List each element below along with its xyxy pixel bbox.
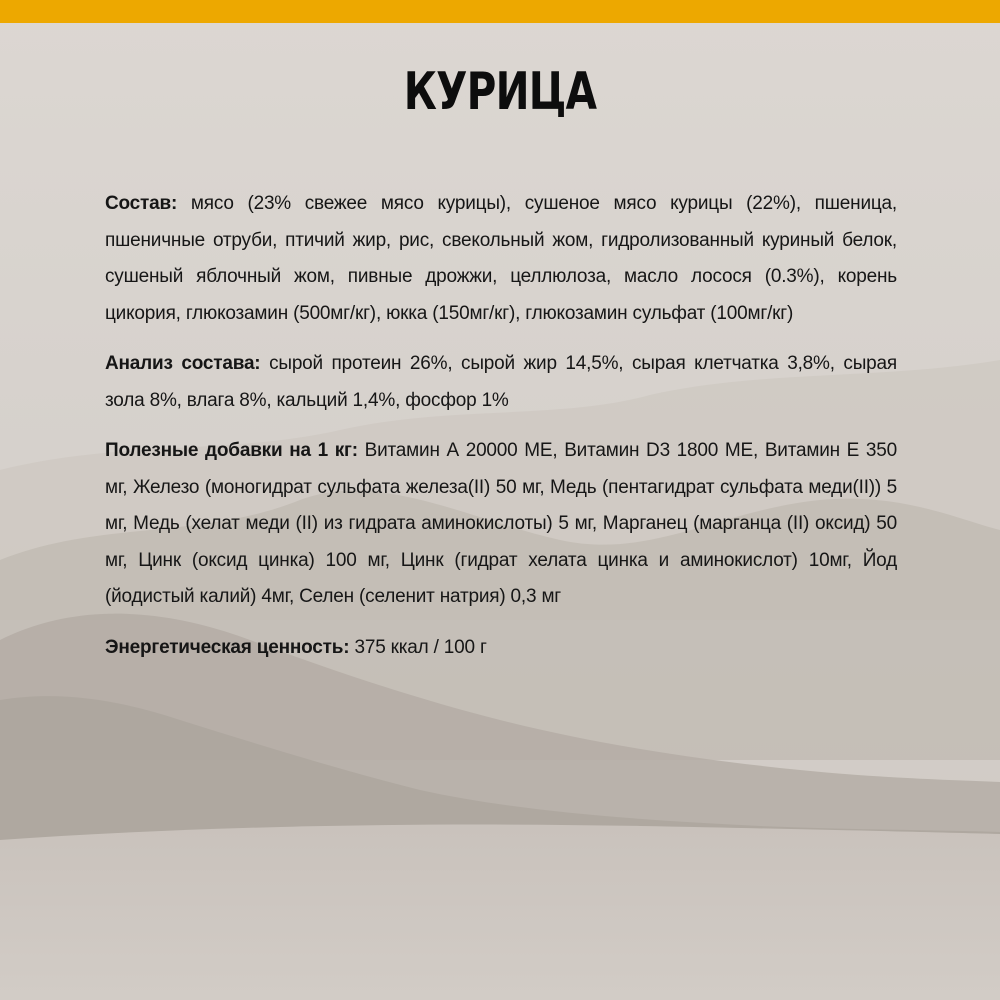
analysis-paragraph <box>105 346 897 419</box>
additives-label: Полезные добавки на 1 кг: <box>105 440 358 461</box>
additives-paragraph <box>105 433 897 616</box>
analysis-label: Анализ состава: <box>105 353 261 374</box>
additives-text: Витамин А 20000 МЕ, Витамин D3 1800 МЕ, Витамин Е 350 мг, Железо (моногидрат сульфата железа(II) 50 мг, Медь (пентагидрат сульфата меди(II)) 5 мг, Медь (хелат меди (II) из гидрата аминокислоты) 5 мг, Марганец (марганца (II) оксид) 50 мг, Цинк (оксид цинка) 100 мг, Цинк (гидрат хелата цинка и аминокислот) 10мг, Йод (йодистый калий) 4мг, Селен (селенит натрия) 0,3 мг <box>105 440 897 607</box>
page-title: КУРИЦА <box>403 62 597 122</box>
info-content <box>105 186 897 666</box>
composition-label: Состав: <box>105 193 178 214</box>
top-accent-bar <box>0 0 1000 23</box>
energy-label: Энергетическая ценность: <box>105 636 350 658</box>
analysis-text: сырой протеин 26%, сырой жир 14,5%, сырая клетчатка 3,8%, сырая зола 8%, влага 8%, кальций 1,4%, фосфор 1% <box>105 353 897 411</box>
composition-paragraph <box>105 186 897 332</box>
energy-text: 375 ккал / 100 г <box>354 636 487 658</box>
composition-text: мясо (23% свежее мясо курицы), сушеное мясо курицы (22%), пшеница, пшеничные отруби, птичий жир, рис, свекольный жом, гидролизованный куриный белок, сушеный яблочный жом, пивные дрожжи, целлюлоза, масло лосося (0.3%), корень цикория, глюкозамин (500мг/кг), юкка (150мг/кг), глюкозамин сульфат (100мг/кг) <box>105 193 897 324</box>
energy-paragraph <box>105 630 897 667</box>
